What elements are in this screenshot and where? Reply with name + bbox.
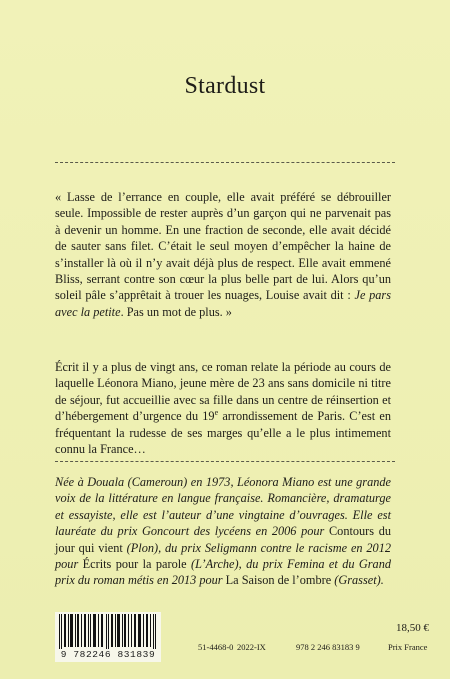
- barcode-digits: 9 782246 831839: [55, 649, 161, 660]
- excerpt-quote: [55, 189, 391, 320]
- summary-part1: Écrit il y a plus de vingt ans, ce roman relate la période au cours de laquelle Léonora Miano, jeune mère de 23 ans sans domicile ni titre de séjour, fut accueillie avec sa fille dans un centre de réinsertion et d’hébergement d’urgence du 19: [55, 360, 391, 424]
- divider-bottom: [55, 461, 395, 462]
- bio-part2: (Plon), du prix Seligmann contre le racisme en 2012 pour: [55, 540, 391, 572]
- bio-title2: Écrits pour la parole: [82, 557, 187, 572]
- bio-part1: Née à Douala (Cameroun) en 1973, Léonora Miano est une grande voix de la littérature en langue française. Romancière, dramaturge et essayiste, elle est l’auteur d’une vingtaine d’ouvrages. Elle est lauréate du prix Goncourt des lycéens en 2006 pour: [55, 475, 391, 539]
- price: 18,50 €: [396, 622, 429, 634]
- bio-title3: La Saison de l’ombre: [225, 573, 332, 588]
- bio-title1: Contours du jour qui vient: [55, 524, 391, 555]
- price-label: Prix France: [388, 642, 428, 652]
- summary-sup: e: [214, 408, 219, 418]
- quote-end: . Pas un mot de plus. »: [120, 304, 232, 319]
- quote-italic: Je pars avec la petite: [55, 288, 391, 319]
- summary-part2: arrondissement de Paris. C’est en fréquentant la rudesse de ses marges qu’elle a le plus intimement connu la France…: [55, 409, 391, 457]
- divider-top: [55, 162, 395, 163]
- author-bio: [55, 474, 391, 589]
- product-code: 51-4468-0: [198, 642, 234, 652]
- bio-part4: (Grasset).: [331, 573, 384, 588]
- isbn: 978 2 246 83183 9: [296, 642, 360, 652]
- print-date-code: 2022-IX: [237, 642, 266, 652]
- quote-text: « Lasse de l’errance en couple, elle avait préféré se débrouiller seule. Impossible de rester auprès d’un garçon qui ne parvenait pas à devenir un homme. En une fraction de seconde, elle avait décidé de sauter sans filet. C’était le seul moyen d’empêcher la haine de s’installer là où il n’y avait déjà plus de respect. Elle avait emmené Bliss, serrant contre son cœur la plus belle part de lui. Alors qu’un soleil pâle s’apprêtait à trouer les nuages, Louise avait dit :: [55, 190, 391, 303]
- book-summary: [55, 359, 391, 457]
- barcode-bars: [55, 612, 161, 650]
- book-title: Stardust: [184, 73, 266, 99]
- bio-part3: (L’Arche), du prix Femina et du Grand prix du roman métis en 2013 pour: [55, 557, 391, 588]
